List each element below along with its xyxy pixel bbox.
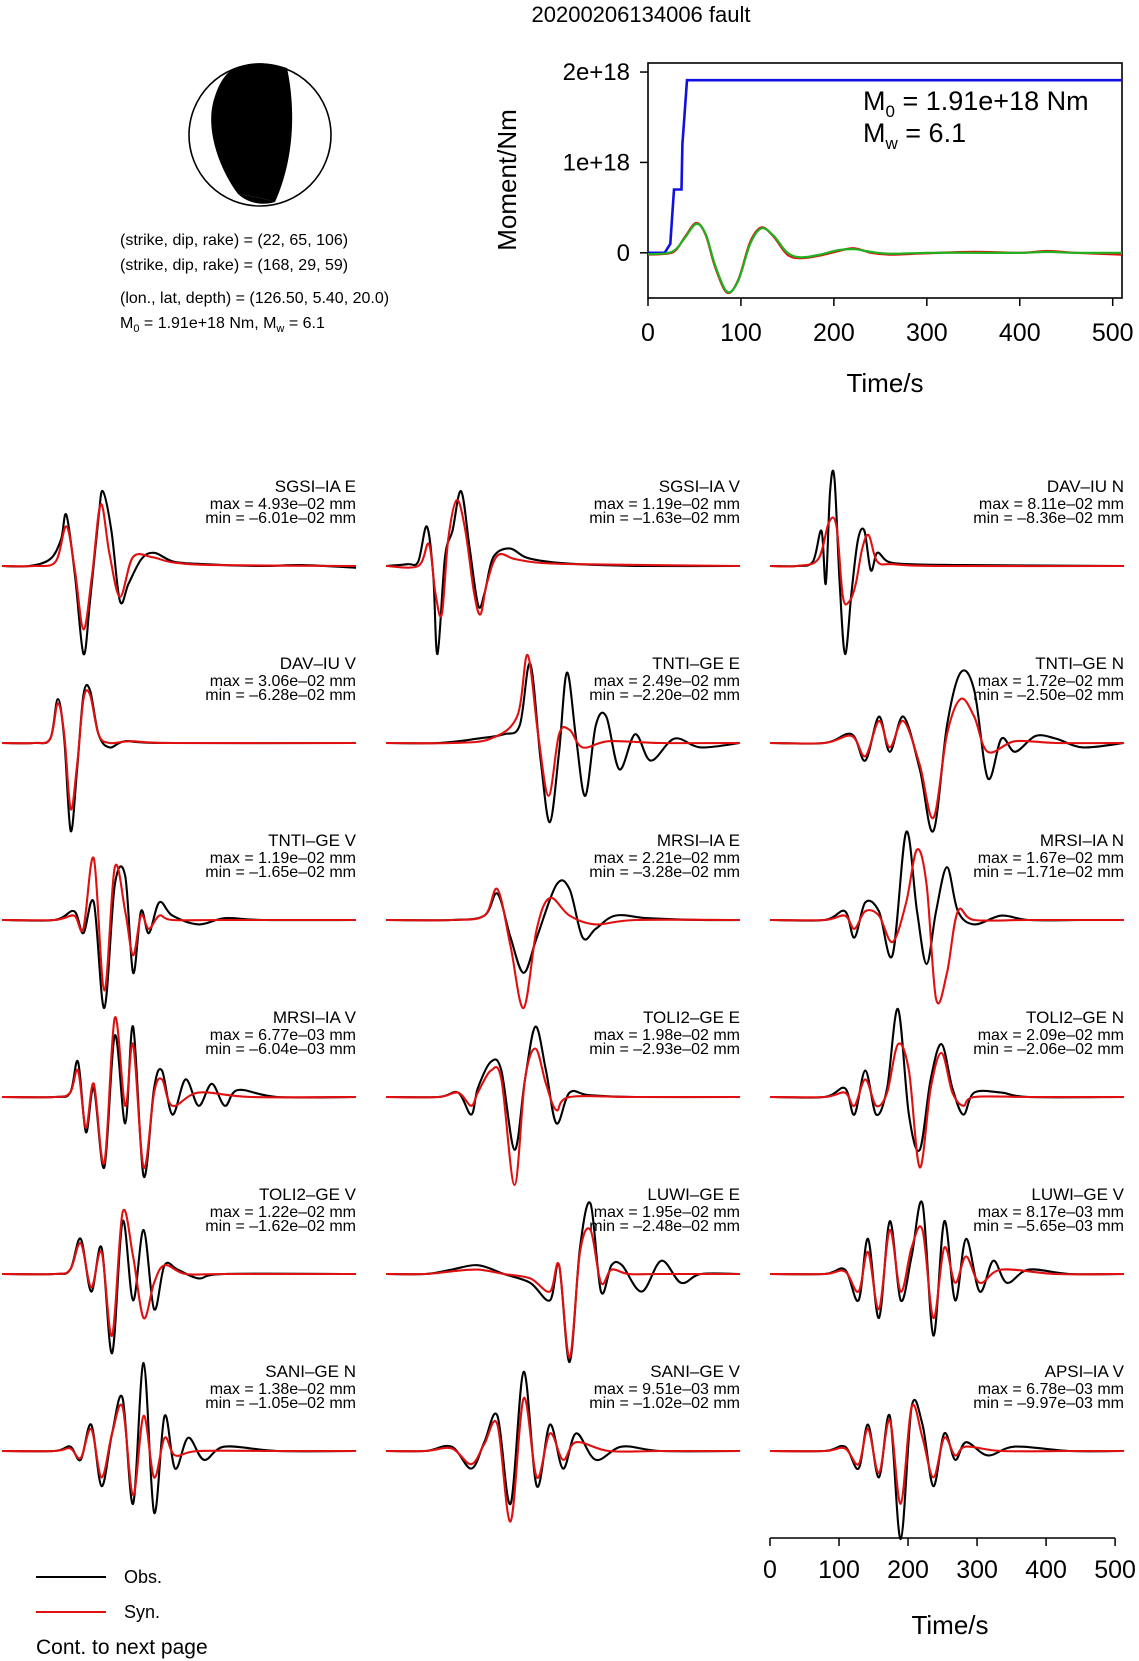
station-label: SGSI–IA E xyxy=(274,477,356,496)
waveform-panel xyxy=(2,477,356,654)
amplitude-max-label: max = 1.72e–02 mm xyxy=(977,673,1124,690)
amplitude-max-label: max = 3.06e–02 mm xyxy=(209,673,356,690)
amplitude-max-label: max = 8.11e–02 mm xyxy=(978,496,1124,513)
waveform-panel xyxy=(770,1185,1125,1336)
waveform-panel xyxy=(770,1362,1125,1539)
waveform-panel xyxy=(386,1362,741,1522)
legend xyxy=(36,1567,162,1622)
time-axis-tick-label: 100 xyxy=(818,1556,860,1584)
waveform-panel xyxy=(386,654,740,822)
amplitude-min-label: min = –3.28e–02 mm xyxy=(589,864,740,881)
moment-xtick-label: 400 xyxy=(998,319,1041,347)
moment-ylabel: Moment/Nm xyxy=(492,109,522,251)
observed-waveform xyxy=(2,685,356,831)
moment-annotation-m0: $M_0 = 1.91e+18$ Nm xyxy=(863,86,1089,121)
station-label: LUWI–GE E xyxy=(647,1185,740,1204)
amplitude-min-label: min = –1.71e–02 mm xyxy=(973,864,1124,881)
station-label: APSI–IA V xyxy=(1044,1362,1124,1381)
moment-rate-red-line xyxy=(648,223,1122,293)
waveform-panels xyxy=(2,471,1125,1539)
amplitude-min-label: min = –1.62e–02 mm xyxy=(205,1218,356,1235)
synthetic-waveform xyxy=(386,889,740,1009)
time-axis-tick-label: 500 xyxy=(1094,1556,1136,1584)
synthetic-waveform xyxy=(386,1228,740,1357)
synthetic-waveform xyxy=(770,1226,1124,1318)
observed-waveform xyxy=(2,866,356,1008)
waveform-panel xyxy=(2,1362,356,1513)
time-axis-tick-label: 300 xyxy=(956,1556,998,1584)
station-label: TNTI–GE V xyxy=(268,831,356,850)
location-text: (lon., lat, depth) = (126.50, 5.40, 20.0) xyxy=(120,290,390,307)
observed-waveform xyxy=(770,1400,1124,1539)
amplitude-max-label: max = 1.19e–02 mm xyxy=(593,496,740,513)
moment-summary-text: $M_0 = 1.91e+18$ Nm, $M_w = 6.1$ xyxy=(120,315,325,335)
amplitude-max-label: max = 6.78e–03 mm xyxy=(977,1381,1124,1398)
waveform-panel xyxy=(770,471,1124,654)
observed-waveform xyxy=(2,1221,356,1354)
moment-ytick-label: 2e+18 xyxy=(562,59,630,87)
moment-xtick-label: 0 xyxy=(641,319,655,347)
moment-rate-green-line xyxy=(648,224,1122,293)
moment-rate-chart xyxy=(492,59,1134,398)
station-label: MRSI–IA V xyxy=(272,1008,356,1027)
synthetic-waveform xyxy=(386,1049,740,1185)
synthetic-waveform xyxy=(770,699,1124,819)
amplitude-min-label: min = –1.02e–02 mm xyxy=(589,1395,740,1412)
nodal-plane-1-text: (strike, dip, rake) = (22, 65, 106) xyxy=(120,232,349,249)
amplitude-max-label: max = 1.67e–02 mm xyxy=(977,850,1124,867)
station-label: SGSI–IA V xyxy=(658,477,740,496)
station-label: MRSI–IA E xyxy=(656,831,740,850)
focal-mechanism-beachball xyxy=(189,63,331,206)
waveform-panel xyxy=(386,1008,740,1185)
amplitude-min-label: min = –5.65e–03 mm xyxy=(973,1218,1124,1235)
amplitude-min-label: min = –2.06e–02 mm xyxy=(973,1041,1124,1058)
nodal-plane-2-text: (strike, dip, rake) = (168, 29, 59) xyxy=(120,257,349,274)
amplitude-max-label: max = 8.17e–03 mm xyxy=(977,1204,1124,1221)
station-label: TNTI–GE E xyxy=(652,654,740,673)
amplitude-min-label: min = –2.50e–02 mm xyxy=(973,687,1124,704)
moment-ytick-label: 1e+18 xyxy=(562,149,630,177)
moment-xtick-label: 300 xyxy=(905,319,948,347)
observed-waveform xyxy=(386,880,740,972)
amplitude-max-label: max = 4.93e–02 mm xyxy=(209,496,356,513)
station-label: LUWI–GE V xyxy=(1031,1185,1124,1204)
moment-xtick-label: 200 xyxy=(813,319,855,347)
amplitude-max-label: max = 2.21e–02 mm xyxy=(593,850,740,867)
waveform-panel xyxy=(2,1185,357,1353)
amplitude-max-label: max = 2.09e–02 mm xyxy=(977,1027,1124,1044)
figure-title: 20200206134006 fault xyxy=(531,2,751,27)
waveform-panel xyxy=(770,654,1124,832)
station-label: TNTI–GE N xyxy=(1035,654,1124,673)
waveform-panel xyxy=(2,831,357,1008)
waveform-panel xyxy=(2,1008,357,1177)
waveform-panel xyxy=(770,831,1124,1004)
amplitude-max-label: max = 1.19e–02 mm xyxy=(209,850,356,867)
amplitude-min-label: min = –1.65e–02 mm xyxy=(205,864,356,881)
synthetic-waveform xyxy=(2,1405,356,1495)
station-label: TOLI2–GE N xyxy=(1026,1008,1124,1027)
amplitude-max-label: max = 9.51e–03 mm xyxy=(593,1381,740,1398)
moment-annotation-mw: $M_w = 6.1$ xyxy=(863,118,967,153)
amplitude-min-label: min = –6.28e–02 mm xyxy=(205,687,356,704)
amplitude-max-label: max = 1.98e–02 mm xyxy=(593,1027,740,1044)
amplitude-max-label: max = 1.22e–02 mm xyxy=(209,1204,356,1221)
synthetic-waveform xyxy=(770,1405,1124,1504)
time-axis-tick-label: 0 xyxy=(763,1556,777,1584)
station-label: MRSI–IA N xyxy=(1039,831,1124,850)
waveform-panel xyxy=(2,654,357,831)
moment-xtick-label: 500 xyxy=(1091,319,1134,347)
amplitude-max-label: max = 1.38e–02 mm xyxy=(209,1381,356,1398)
station-label: DAV–IU N xyxy=(1046,477,1124,496)
mechanism-text xyxy=(120,232,389,335)
amplitude-max-label: max = 6.77e–03 mm xyxy=(209,1027,356,1044)
amplitude-min-label: min = –6.04e–03 mm xyxy=(205,1041,356,1058)
waveform-panel xyxy=(770,1008,1124,1167)
waveform-panel xyxy=(386,477,741,654)
legend-obs-label: Obs. xyxy=(124,1567,163,1587)
amplitude-min-label: min = –1.63e–02 mm xyxy=(589,510,740,527)
station-label: DAV–IU V xyxy=(279,654,356,673)
waveform-panel xyxy=(386,831,740,1008)
continue-note: Cont. to next page xyxy=(36,1636,208,1659)
amplitude-min-label: min = –2.48e–02 mm xyxy=(589,1218,740,1235)
time-axis-label: Time/s xyxy=(911,1610,989,1640)
moment-xtick-label: 100 xyxy=(720,319,762,347)
amplitude-min-label: min = –1.05e–02 mm xyxy=(205,1395,356,1412)
amplitude-min-label: min = –2.20e–02 mm xyxy=(589,687,740,704)
amplitude-max-label: max = 1.95e–02 mm xyxy=(593,1204,740,1221)
synthetic-waveform xyxy=(386,1398,740,1522)
amplitude-min-label: min = –6.01e–02 mm xyxy=(205,510,356,527)
moment-ytick-label: 0 xyxy=(616,239,630,267)
waveform-time-axis xyxy=(763,1538,1136,1640)
legend-syn-label: Syn. xyxy=(124,1602,161,1622)
station-label: SANI–GE N xyxy=(265,1362,356,1381)
amplitude-min-label: min = –8.36e–02 mm xyxy=(973,510,1124,527)
moment-xlabel: Time/s xyxy=(846,368,924,398)
amplitude-min-label: min = –2.93e–02 mm xyxy=(589,1041,740,1058)
waveform-panel xyxy=(386,1185,740,1362)
station-label: TOLI2–GE E xyxy=(642,1008,740,1027)
time-axis-tick-label: 400 xyxy=(1025,1556,1067,1584)
amplitude-min-label: min = –9.97e–03 mm xyxy=(973,1395,1124,1412)
time-axis-tick-label: 200 xyxy=(887,1556,929,1584)
station-label: SANI–GE V xyxy=(650,1362,740,1381)
station-label: TOLI2–GE V xyxy=(258,1185,356,1204)
amplitude-max-label: max = 2.49e–02 mm xyxy=(593,673,740,690)
